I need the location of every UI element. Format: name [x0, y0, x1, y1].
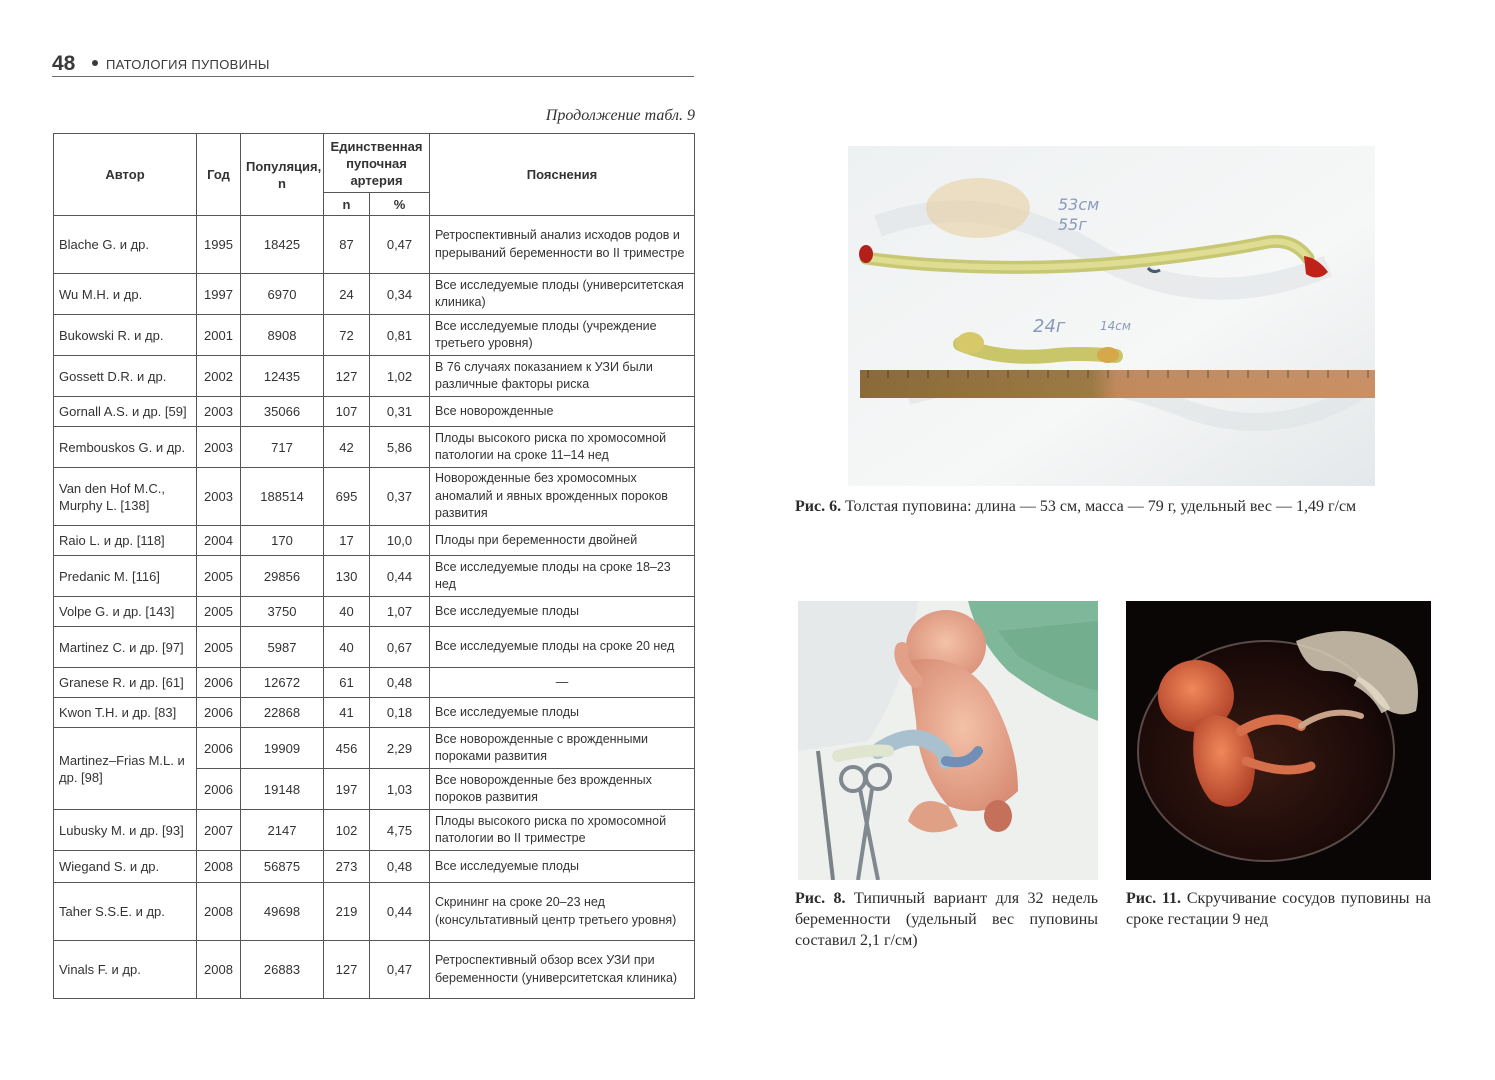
- cell-notes: —: [430, 668, 695, 698]
- cell-percent: 1,07: [370, 597, 430, 627]
- cell-author: Martinez C. и др. [97]: [54, 627, 197, 668]
- table-continuation-label: Продолжение табл. 9: [545, 107, 695, 124]
- cell-population: 8908: [241, 315, 324, 356]
- header-notes: Пояснения: [430, 134, 695, 216]
- cell-n: 107: [324, 397, 370, 427]
- cell-n: 40: [324, 627, 370, 668]
- cell-notes: Все исследуемые плоды на сроке 20 нед: [430, 627, 695, 668]
- cell-percent: 1,03: [370, 769, 430, 810]
- cell-percent: 0,44: [370, 556, 430, 597]
- cell-percent: 0,37: [370, 468, 430, 526]
- cell-year: 1995: [197, 216, 241, 274]
- cell-population: 22868: [241, 698, 324, 728]
- cell-notes: Все новорожденные с врожденными пороками развития: [430, 728, 695, 769]
- cell-author: Wu M.H. и др.: [54, 274, 197, 315]
- table-row: [54, 526, 695, 556]
- cell-year: 2006: [197, 668, 241, 698]
- table-row: [54, 668, 695, 698]
- figure-8-label: Рис. 8.: [795, 890, 846, 907]
- figure-6-caption: [795, 496, 1435, 517]
- handwriting-length-bottom: 14см: [1100, 319, 1131, 333]
- cell-percent: 0,31: [370, 397, 430, 427]
- cell-notes: В 76 случаях показанием к УЗИ были различные факторы риска: [430, 356, 695, 397]
- cell-population: 29856: [241, 556, 324, 597]
- cell-notes: Все исследуемые плоды: [430, 698, 695, 728]
- cell-percent: 0,48: [370, 668, 430, 698]
- cell-year: 2005: [197, 627, 241, 668]
- cell-population: 49698: [241, 883, 324, 941]
- header-single-umbilical-artery: Единственная пупочная артерия: [324, 134, 430, 193]
- figure-8-text: Типичный вариант для 32 недель беременности (удельный вес пуповины составил 2,1 г/см): [795, 890, 1099, 949]
- handwriting-length-top: 53см: [1058, 195, 1100, 214]
- cell-n: 72: [324, 315, 370, 356]
- table-row: [54, 728, 695, 769]
- cell-author: Gornall A.S. и др. [59]: [54, 397, 197, 427]
- cell-percent: 5,86: [370, 427, 430, 468]
- table-row: [54, 627, 695, 668]
- cell-population: 56875: [241, 851, 324, 883]
- cell-percent: 0,81: [370, 315, 430, 356]
- cell-author: Gossett D.R. и др.: [54, 356, 197, 397]
- figure-11-caption: [1126, 888, 1431, 930]
- figure-11-photo: [1126, 601, 1431, 880]
- cell-notes: Ретроспективный обзор всех УЗИ при беременности (университетская клиника): [430, 941, 695, 999]
- cell-year: 2006: [197, 769, 241, 810]
- cell-notes: Плоды высокого риска по хромосомной патологии на сроке 11–14 нед: [430, 427, 695, 468]
- cell-author: Predanic M. [116]: [54, 556, 197, 597]
- page-number: 48: [52, 52, 76, 75]
- cell-n: 102: [324, 810, 370, 851]
- cell-author: Kwon T.H. и др. [83]: [54, 698, 197, 728]
- cell-year: 2002: [197, 356, 241, 397]
- cell-n: 130: [324, 556, 370, 597]
- cell-year: 2007: [197, 810, 241, 851]
- cell-n: 42: [324, 427, 370, 468]
- cell-percent: 0,48: [370, 851, 430, 883]
- cell-population: 26883: [241, 941, 324, 999]
- cell-year: 2003: [197, 397, 241, 427]
- cell-n: 695: [324, 468, 370, 526]
- data-table: [53, 133, 695, 999]
- figure-6-text: Толстая пуповина: длина — 53 см, масса — 79 г, удельный вес — 1,49 г/см: [845, 498, 1357, 515]
- table-row: [54, 851, 695, 883]
- cell-notes: Новорожденные без хромосомных аномалий и явных врожденных пороков развития: [430, 468, 695, 526]
- figure-11-label: Рис. 11.: [1126, 890, 1182, 907]
- table-row: [54, 810, 695, 851]
- cell-notes: Все исследуемые плоды (университетская клиника): [430, 274, 695, 315]
- table-row: [54, 698, 695, 728]
- cell-population: 2147: [241, 810, 324, 851]
- cell-percent: 4,75: [370, 810, 430, 851]
- table-row: [54, 883, 695, 941]
- cell-year: 2003: [197, 427, 241, 468]
- cell-notes: Плоды высокого риска по хромосомной патологии во II триместре: [430, 810, 695, 851]
- table-row: [54, 274, 695, 315]
- table-row: [54, 597, 695, 627]
- cell-author: Rembouskos G. и др.: [54, 427, 197, 468]
- cell-population: 12435: [241, 356, 324, 397]
- table-row: [54, 216, 695, 274]
- cell-n: 219: [324, 883, 370, 941]
- cell-author: Wiegand S. и др.: [54, 851, 197, 883]
- handwriting-mass-top: 55г: [1058, 215, 1087, 234]
- cell-percent: 1,02: [370, 356, 430, 397]
- section-title: ПАТОЛОГИЯ ПУПОВИНЫ: [106, 57, 270, 72]
- cell-n: 41: [324, 698, 370, 728]
- cell-percent: 0,44: [370, 883, 430, 941]
- header-year: Год: [197, 134, 241, 216]
- header-author: Автор: [54, 134, 197, 216]
- cell-notes: Все исследуемые плоды: [430, 851, 695, 883]
- cell-population: 5987: [241, 627, 324, 668]
- cell-year: 2006: [197, 728, 241, 769]
- cell-n: 456: [324, 728, 370, 769]
- header-population: Популяция, n: [241, 134, 324, 216]
- cell-n: 40: [324, 597, 370, 627]
- handwriting-mass-bottom: 24г: [1033, 316, 1066, 337]
- cell-author: Blache G. и др.: [54, 216, 197, 274]
- cell-author: Taher S.S.E. и др.: [54, 883, 197, 941]
- figure-6-photo: [848, 146, 1375, 486]
- cell-year: 2005: [197, 597, 241, 627]
- cell-n: 17: [324, 526, 370, 556]
- cell-notes: Все исследуемые плоды: [430, 597, 695, 627]
- table-row: [54, 556, 695, 597]
- figure-8-photo: [798, 601, 1098, 880]
- cell-percent: 0,67: [370, 627, 430, 668]
- cell-year: 2004: [197, 526, 241, 556]
- figure-6-label: Рис. 6.: [795, 498, 842, 515]
- cell-notes: Все новорожденные: [430, 397, 695, 427]
- table-row: [54, 941, 695, 999]
- table-row: [54, 356, 695, 397]
- cell-year: 2003: [197, 468, 241, 526]
- cell-population: 717: [241, 427, 324, 468]
- cell-year: 2005: [197, 556, 241, 597]
- cell-percent: 0,47: [370, 216, 430, 274]
- cell-n: 24: [324, 274, 370, 315]
- cell-population: 19909: [241, 728, 324, 769]
- header-sua-n: n: [324, 193, 370, 216]
- cell-author: Volpe G. и др. [143]: [54, 597, 197, 627]
- cell-notes: Скрининг на сроке 20–23 нед (консультативный центр третьего уровня): [430, 883, 695, 941]
- header-sua-percent: %: [370, 193, 430, 216]
- cell-year: 2008: [197, 883, 241, 941]
- cell-author: Raio L. и др. [118]: [54, 526, 197, 556]
- figure-11-text: Скручивание сосудов пуповины на сроке гестации 9 нед: [1126, 890, 1432, 928]
- cell-year: 2008: [197, 851, 241, 883]
- cell-n: 273: [324, 851, 370, 883]
- cell-population: 170: [241, 526, 324, 556]
- cell-percent: 0,34: [370, 274, 430, 315]
- header-bullet: [92, 60, 98, 66]
- cell-population: 35066: [241, 397, 324, 427]
- cell-author: Lubusky M. и др. [93]: [54, 810, 197, 851]
- figure-8-caption: [795, 888, 1098, 951]
- cell-notes: Все новорожденные без врожденных пороков развития: [430, 769, 695, 810]
- cell-population: 6970: [241, 274, 324, 315]
- cell-notes: Ретроспективный анализ исходов родов и прерываний беременности во II триместре: [430, 216, 695, 274]
- cell-population: 3750: [241, 597, 324, 627]
- table-row: [54, 397, 695, 427]
- cell-n: 127: [324, 356, 370, 397]
- cell-author: Bukowski R. и др.: [54, 315, 197, 356]
- cell-percent: 10,0: [370, 526, 430, 556]
- cell-author: Vinals F. и др.: [54, 941, 197, 999]
- table-row: [54, 315, 695, 356]
- cell-n: 87: [324, 216, 370, 274]
- cell-n: 127: [324, 941, 370, 999]
- cell-author: Martinez–Frias M.L. и др. [98]: [54, 728, 197, 810]
- cell-population: 18425: [241, 216, 324, 274]
- cell-year: 1997: [197, 274, 241, 315]
- cell-population: 19148: [241, 769, 324, 810]
- cell-author: Van den Hof M.C., Murphy L. [138]: [54, 468, 197, 526]
- cell-year: 2001: [197, 315, 241, 356]
- cell-percent: 0,18: [370, 698, 430, 728]
- cell-n: 197: [324, 769, 370, 810]
- table-row: [54, 427, 695, 468]
- cell-population: 188514: [241, 468, 324, 526]
- cell-notes: Плоды при беременности двойней: [430, 526, 695, 556]
- cell-year: 2008: [197, 941, 241, 999]
- cell-year: 2006: [197, 698, 241, 728]
- cell-notes: Все исследуемые плоды (учреждение третьего уровня): [430, 315, 695, 356]
- header-rule: [52, 76, 694, 77]
- cell-percent: 0,47: [370, 941, 430, 999]
- cell-population: 12672: [241, 668, 324, 698]
- table-row: [54, 468, 695, 526]
- cell-n: 61: [324, 668, 370, 698]
- cell-author: Granese R. и др. [61]: [54, 668, 197, 698]
- cell-notes: Все исследуемые плоды на сроке 18–23 нед: [430, 556, 695, 597]
- cell-percent: 2,29: [370, 728, 430, 769]
